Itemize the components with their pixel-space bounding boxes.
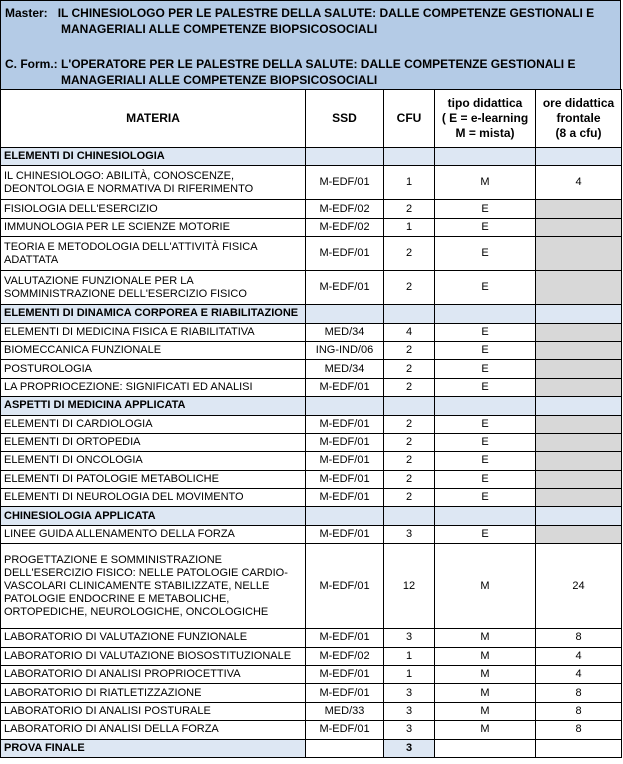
materia-cell: LABORATORIO DI ANALISI PROPRIOCETTIVA: [1, 666, 306, 684]
section-tipo-cell: [435, 148, 536, 166]
ore-cell: [536, 237, 622, 271]
curriculum-table: [0, 89, 622, 758]
materia-cell: TEORIA E METODOLOGIA DELL'ATTIVITÀ FISICA ADATTATA: [1, 237, 306, 271]
cfu-cell: 12: [384, 544, 435, 629]
materia-cell: ELEMENTI DI ORTOPEDIA: [1, 433, 306, 451]
ssd-cell: M-EDF/01: [306, 666, 384, 684]
section-row: [1, 305, 622, 323]
section-row: [1, 507, 622, 525]
tipo-cell: E: [435, 378, 536, 396]
cfu-cell: 1: [384, 647, 435, 665]
ssd-cell: M-EDF/01: [306, 629, 384, 647]
ore-cell: [536, 525, 622, 543]
table-row: [1, 323, 622, 341]
tipo-header-line-2: ( E = e-learning: [441, 111, 529, 125]
cfu-cell: 2: [384, 433, 435, 451]
final-cfu: 3: [384, 739, 435, 757]
final-ore-cell: [536, 739, 622, 757]
table-row: [1, 684, 622, 702]
column-header-materia: MATERIA: [1, 90, 306, 148]
cfu-cell: 3: [384, 525, 435, 543]
tipo-cell: E: [435, 452, 536, 470]
cfu-cell: 2: [384, 271, 435, 305]
materia-cell: ELEMENTI DI PATOLOGIE METABOLICHE: [1, 470, 306, 488]
section-ssd-cell: [306, 397, 384, 415]
section-title: ELEMENTI DI CHINESIOLOGIA: [1, 148, 306, 166]
tipo-cell: M: [435, 629, 536, 647]
final-ssd-cell: [306, 739, 384, 757]
tipo-cell: E: [435, 237, 536, 271]
cfu-cell: 3: [384, 721, 435, 739]
cform-title-line-2: MANAGERIALI ALLE COMPETENZE BIOPSICOSOCIALI: [61, 73, 378, 87]
table-row: [1, 360, 622, 378]
master-title-line-1: [5, 5, 594, 21]
tipo-cell: E: [435, 415, 536, 433]
column-header-tipo: [435, 90, 536, 148]
materia-cell: LABORATORIO DI RIATLETIZZAZIONE: [1, 684, 306, 702]
materia-cell: LABORATORIO DI ANALISI DELLA FORZA: [1, 721, 306, 739]
ore-header-line-1: ore didattica: [542, 96, 615, 110]
tipo-cell: E: [435, 489, 536, 507]
cfu-cell: 2: [384, 470, 435, 488]
cform-title: L'OPERATORE PER LE PALESTRE DELLA SALUTE: DALLE COMPETENZE GESTIONALI E: [61, 57, 576, 71]
ssd-cell: ING-IND/06: [306, 341, 384, 359]
table-row: [1, 629, 622, 647]
tipo-cell: M: [435, 702, 536, 720]
final-label: PROVA FINALE: [1, 739, 306, 757]
cfu-cell: 2: [384, 341, 435, 359]
ssd-cell: M-EDF/01: [306, 166, 384, 200]
section-cfu-cell: [384, 148, 435, 166]
cfu-cell: 1: [384, 666, 435, 684]
ore-cell: [536, 271, 622, 305]
table-row: [1, 470, 622, 488]
ore-cell: [536, 360, 622, 378]
tipo-cell: M: [435, 647, 536, 665]
table-row: [1, 433, 622, 451]
ore-cell: [536, 200, 622, 218]
ore-cell: 8: [536, 684, 622, 702]
tipo-cell: M: [435, 166, 536, 200]
table-row: [1, 489, 622, 507]
section-cfu-cell: [384, 507, 435, 525]
tipo-cell: E: [435, 341, 536, 359]
ssd-cell: M-EDF/02: [306, 647, 384, 665]
cform-label: C. Form.:: [5, 57, 58, 71]
ssd-cell: M-EDF/01: [306, 415, 384, 433]
materia-cell: ELEMENTI DI MEDICINA FISICA E RIABILITATIVA: [1, 323, 306, 341]
ore-cell: [536, 452, 622, 470]
ssd-cell: MED/34: [306, 360, 384, 378]
ore-cell: 8: [536, 721, 622, 739]
section-tipo-cell: [435, 507, 536, 525]
table-row: [1, 647, 622, 665]
table-header-row: [1, 90, 622, 148]
cform-title-line-1: [5, 56, 575, 72]
section-tipo-cell: [435, 397, 536, 415]
ssd-cell: M-EDF/01: [306, 544, 384, 629]
ore-cell: 4: [536, 166, 622, 200]
materia-cell: LINEE GUIDA ALLENAMENTO DELLA FORZA: [1, 525, 306, 543]
tipo-cell: M: [435, 544, 536, 629]
cfu-cell: 2: [384, 489, 435, 507]
materia-cell: ELEMENTI DI CARDIOLOGIA: [1, 415, 306, 433]
tipo-cell: M: [435, 721, 536, 739]
master-title: IL CHINESIOLOGO PER LE PALESTRE DELLA SALUTE: DALLE COMPETENZE GESTIONALI E: [57, 6, 595, 20]
materia-cell: IMMUNOLOGIA PER LE SCIENZE MOTORIE: [1, 218, 306, 236]
table-row: [1, 415, 622, 433]
ore-cell: [536, 378, 622, 396]
ore-cell: 8: [536, 629, 622, 647]
section-ore-cell: [536, 507, 622, 525]
tipo-cell: E: [435, 323, 536, 341]
ore-header-line-2: frontale: [556, 111, 601, 125]
section-ssd-cell: [306, 305, 384, 323]
section-ore-cell: [536, 397, 622, 415]
final-row: [1, 739, 622, 757]
section-title: ASPETTI DI MEDICINA APPLICATA: [1, 397, 306, 415]
section-tipo-cell: [435, 305, 536, 323]
section-ore-cell: [536, 305, 622, 323]
ore-cell: [536, 341, 622, 359]
table-row: [1, 237, 622, 271]
table-body: [1, 148, 622, 758]
section-ssd-cell: [306, 507, 384, 525]
ore-cell: 4: [536, 666, 622, 684]
materia-cell: BIOMECCANICA FUNZIONALE: [1, 341, 306, 359]
tipo-cell: E: [435, 470, 536, 488]
section-row: [1, 148, 622, 166]
ore-cell: [536, 489, 622, 507]
materia-cell: PROGETTAZIONE E SOMMINISTRAZIONE DELL'ESERCIZIO FISICO: NELLE PATOLOGIE CARDIO-VASCOLARI CLINICAMENTE STABILIZZATE, NELLE PATOLOGIE ENDOCRINE E METABOLICHE, ORTOPEDICHE, NEUROLOGICHE, ONCOLOGICHE: [1, 544, 306, 629]
table-row: [1, 702, 622, 720]
cfu-cell: 3: [384, 684, 435, 702]
column-header-cfu: CFU: [384, 90, 435, 148]
ssd-cell: MED/33: [306, 702, 384, 720]
ssd-cell: M-EDF/01: [306, 489, 384, 507]
ore-cell: 4: [536, 647, 622, 665]
table-row: [1, 378, 622, 396]
ssd-cell: M-EDF/01: [306, 684, 384, 702]
materia-cell: VALUTAZIONE FUNZIONALE PER LA SOMMINISTRAZIONE DELL'ESERCIZIO FISICO: [1, 271, 306, 305]
table-row: [1, 544, 622, 629]
materia-cell: IL CHINESIOLOGO: ABILITÀ, CONOSCENZE, DEONTOLOGIA E NORMATIVA DI RIFERIMENTO: [1, 166, 306, 200]
tipo-cell: E: [435, 200, 536, 218]
section-row: [1, 397, 622, 415]
ore-cell: [536, 415, 622, 433]
ore-cell: [536, 218, 622, 236]
cfu-cell: 2: [384, 237, 435, 271]
table-row: [1, 271, 622, 305]
ore-header-line-3: (8 a cfu): [555, 126, 602, 140]
tipo-header-line-1: tipo didattica: [447, 96, 523, 110]
ssd-cell: M-EDF/02: [306, 218, 384, 236]
ore-cell: [536, 470, 622, 488]
cfu-cell: 2: [384, 378, 435, 396]
course-header: [0, 0, 621, 90]
ore-cell: [536, 433, 622, 451]
section-title: ELEMENTI DI DINAMICA CORPOREA E RIABILITAZIONE: [1, 305, 306, 323]
ssd-cell: M-EDF/01: [306, 433, 384, 451]
cfu-cell: 2: [384, 415, 435, 433]
ssd-cell: M-EDF/01: [306, 378, 384, 396]
ssd-cell: M-EDF/01: [306, 452, 384, 470]
ssd-cell: M-EDF/01: [306, 271, 384, 305]
materia-cell: FISIOLOGIA DELL'ESERCIZIO: [1, 200, 306, 218]
tipo-cell: E: [435, 271, 536, 305]
table-row: [1, 721, 622, 739]
column-header-ore: [536, 90, 622, 148]
materia-cell: POSTUROLOGIA: [1, 360, 306, 378]
cfu-cell: 1: [384, 166, 435, 200]
cfu-cell: 2: [384, 452, 435, 470]
final-tipo-cell: [435, 739, 536, 757]
materia-cell: ELEMENTI DI NEUROLOGIA DEL MOVIMENTO: [1, 489, 306, 507]
tipo-cell: M: [435, 666, 536, 684]
table-row: [1, 218, 622, 236]
section-cfu-cell: [384, 305, 435, 323]
ssd-cell: MED/34: [306, 323, 384, 341]
ssd-cell: M-EDF/01: [306, 470, 384, 488]
table-row: [1, 525, 622, 543]
ssd-cell: M-EDF/02: [306, 200, 384, 218]
materia-cell: ELEMENTI DI ONCOLOGIA: [1, 452, 306, 470]
tipo-cell: E: [435, 525, 536, 543]
cfu-cell: 3: [384, 702, 435, 720]
table-row: [1, 452, 622, 470]
tipo-cell: E: [435, 433, 536, 451]
section-ore-cell: [536, 148, 622, 166]
materia-cell: LABORATORIO DI ANALISI POSTURALE: [1, 702, 306, 720]
ssd-cell: M-EDF/01: [306, 237, 384, 271]
tipo-header-line-3: M = mista): [455, 126, 515, 140]
materia-cell: LA PROPRIOCEZIONE: SIGNIFICATI ED ANALISI: [1, 378, 306, 396]
section-title: CHINESIOLOGIA APPLICATA: [1, 507, 306, 525]
section-ssd-cell: [306, 148, 384, 166]
cfu-cell: 2: [384, 200, 435, 218]
materia-cell: LABORATORIO DI VALUTAZIONE BIOSOSTITUZIONALE: [1, 647, 306, 665]
table-row: [1, 166, 622, 200]
master-title-line-2: MANAGERIALI ALLE COMPETENZE BIOPSICOSOCIALI: [61, 22, 378, 36]
table-row: [1, 200, 622, 218]
cfu-cell: 2: [384, 360, 435, 378]
column-header-ssd: SSD: [306, 90, 384, 148]
tipo-cell: E: [435, 218, 536, 236]
ssd-cell: M-EDF/01: [306, 525, 384, 543]
table-row: [1, 666, 622, 684]
ssd-cell: M-EDF/01: [306, 721, 384, 739]
materia-cell: LABORATORIO DI VALUTAZIONE FUNZIONALE: [1, 629, 306, 647]
ore-cell: [536, 323, 622, 341]
tipo-cell: M: [435, 684, 536, 702]
table-row: [1, 341, 622, 359]
master-label: Master:: [5, 6, 48, 20]
tipo-cell: E: [435, 360, 536, 378]
ore-cell: 8: [536, 702, 622, 720]
cfu-cell: 3: [384, 629, 435, 647]
section-cfu-cell: [384, 397, 435, 415]
ore-cell: 24: [536, 544, 622, 629]
cfu-cell: 4: [384, 323, 435, 341]
cfu-cell: 1: [384, 218, 435, 236]
